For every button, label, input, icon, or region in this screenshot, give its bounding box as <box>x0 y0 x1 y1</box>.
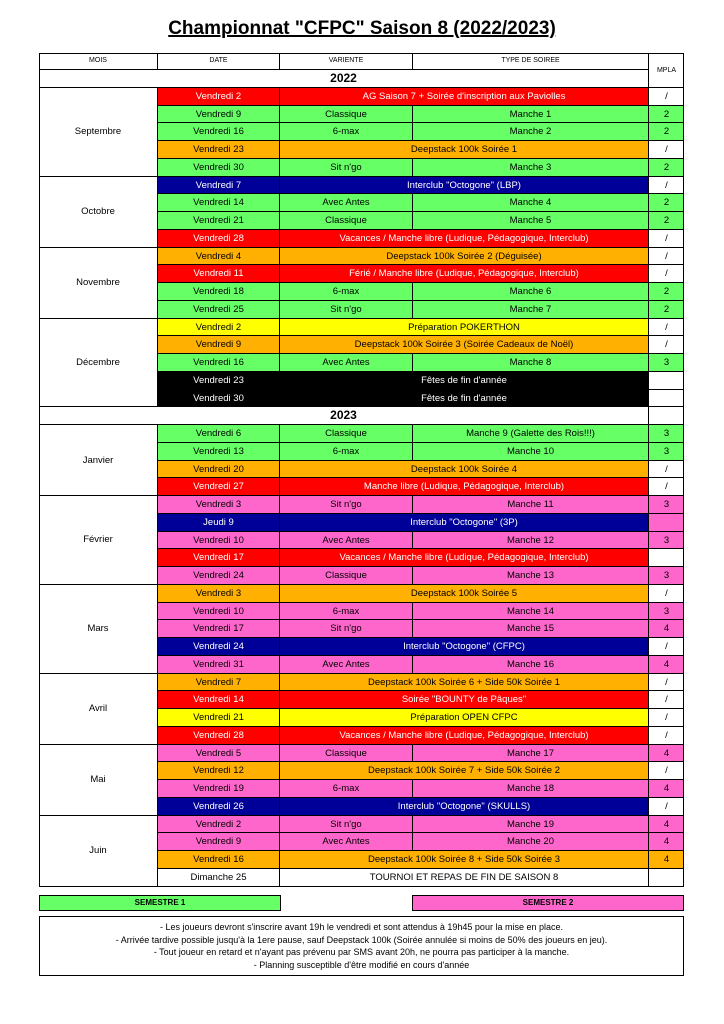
note-line: - Arrivée tardive possible jusqu'à la 1ere pause, sauf Deepstack 100k (Soirée annulée si moins de 50% des joueurs en jeu). <box>115 934 608 945</box>
type-cell: Manche 18 <box>413 780 649 798</box>
variante-cell: Avec Antes <box>280 194 413 212</box>
mpla-cell: / <box>649 88 684 106</box>
month-cell: Janvier <box>39 425 158 496</box>
mpla-cell: / <box>649 727 684 745</box>
mpla-cell: / <box>649 798 684 816</box>
semester-2-legend: SEMESTRE 2 <box>412 895 684 911</box>
month-cell: Juin <box>39 816 158 887</box>
event-cell: Deepstack 100k Soirée 5 <box>280 585 649 603</box>
type-cell: Manche 4 <box>413 194 649 212</box>
date-cell: Vendredi 16 <box>158 354 280 372</box>
mpla-cell: / <box>649 585 684 603</box>
date-cell: Vendredi 21 <box>158 212 280 230</box>
month-cell: Mars <box>39 585 158 674</box>
month-cell: Octobre <box>39 177 158 248</box>
date-cell: Dimanche 25 <box>158 869 280 887</box>
mpla-cell: / <box>649 265 684 283</box>
month-cell: Mai <box>39 745 158 816</box>
event-cell: Deepstack 100k Soirée 7 + Side 50k Soirée 2 <box>280 762 649 780</box>
event-cell: Interclub "Octogone" (CFPC) <box>280 638 649 656</box>
type-cell: Manche 15 <box>413 620 649 638</box>
type-cell: Manche 16 <box>413 656 649 674</box>
date-cell: Vendredi 16 <box>158 123 280 141</box>
mpla-cell: / <box>649 478 684 496</box>
mpla-cell: 3 <box>649 567 684 585</box>
month-cell: Septembre <box>39 88 158 177</box>
mpla-cell: / <box>649 248 684 266</box>
mpla-cell: 2 <box>649 123 684 141</box>
date-cell: Vendredi 7 <box>158 674 280 692</box>
header-mois: MOIS <box>39 53 158 70</box>
variante-cell: Classique <box>280 212 413 230</box>
date-cell: Vendredi 18 <box>158 283 280 301</box>
year-row <box>39 70 684 88</box>
type-cell: Manche 2 <box>413 123 649 141</box>
page-title: Championnat "CFPC" Saison 8 (2022/2023) <box>168 18 556 39</box>
mpla-cell: / <box>649 319 684 337</box>
event-cell: Préparation OPEN CFPC <box>280 709 649 727</box>
date-cell: Vendredi 2 <box>158 319 280 337</box>
table-header <box>39 53 684 70</box>
event-cell: Deepstack 100k Soirée 8 + Side 50k Soirée 3 <box>280 851 649 869</box>
header-variente: VARIENTE <box>280 53 413 70</box>
date-cell: Vendredi 30 <box>158 159 280 177</box>
year-row <box>39 407 684 425</box>
date-cell: Vendredi 14 <box>158 691 280 709</box>
date-cell: Vendredi 31 <box>158 656 280 674</box>
variante-cell: Sit n'go <box>280 301 413 319</box>
mpla-cell: 2 <box>649 301 684 319</box>
date-cell: Vendredi 27 <box>158 478 280 496</box>
header-date: DATE <box>158 53 280 70</box>
event-cell: Interclub "Octogone" (LBP) <box>280 177 649 195</box>
type-cell: Manche 19 <box>413 816 649 834</box>
date-cell: Vendredi 4 <box>158 248 280 266</box>
header-type: TYPE DE SOIREE <box>413 53 649 70</box>
date-cell: Jeudi 9 <box>158 514 280 532</box>
date-cell: Vendredi 9 <box>158 336 280 354</box>
variante-cell: Classique <box>280 567 413 585</box>
mpla-cell <box>649 869 684 887</box>
mpla-cell: / <box>649 674 684 692</box>
mpla-cell: 2 <box>649 106 684 124</box>
variante-cell: Sit n'go <box>280 816 413 834</box>
mpla-cell <box>649 390 684 408</box>
date-cell: Vendredi 2 <box>158 816 280 834</box>
variante-cell: 6-max <box>280 283 413 301</box>
date-cell: Vendredi 14 <box>158 194 280 212</box>
mpla-cell: / <box>649 461 684 479</box>
mpla-cell: / <box>649 177 684 195</box>
variante-cell: 6-max <box>280 603 413 621</box>
event-cell: Préparation POKERTHON <box>280 319 649 337</box>
type-cell: Manche 5 <box>413 212 649 230</box>
date-cell: Vendredi 9 <box>158 106 280 124</box>
month-cell: Décembre <box>39 319 158 408</box>
mpla-cell: 4 <box>649 620 684 638</box>
date-cell: Vendredi 17 <box>158 549 280 567</box>
mpla-cell: / <box>649 691 684 709</box>
mpla-cell: 4 <box>649 780 684 798</box>
variante-cell: Sit n'go <box>280 159 413 177</box>
event-cell: Interclub "Octogone" (SKULLS) <box>280 798 649 816</box>
event-cell: Férié / Manche libre (Ludique, Pédagogique, Interclub) <box>280 265 649 283</box>
date-cell: Vendredi 12 <box>158 762 280 780</box>
mpla-cell: 4 <box>649 656 684 674</box>
mpla-cell: 2 <box>649 194 684 212</box>
variante-cell: 6-max <box>280 780 413 798</box>
note-line: - Planning susceptible d'être modifié en cours d'année <box>253 959 470 970</box>
date-cell: Vendredi 3 <box>158 585 280 603</box>
mpla-cell: / <box>649 709 684 727</box>
mpla-cell <box>649 372 684 390</box>
variante-cell: 6-max <box>280 123 413 141</box>
date-cell: Vendredi 25 <box>158 301 280 319</box>
variante-cell: Avec Antes <box>280 833 413 851</box>
date-cell: Vendredi 5 <box>158 745 280 763</box>
date-cell: Vendredi 2 <box>158 88 280 106</box>
semester-1-legend: SEMESTRE 1 <box>39 895 281 911</box>
variante-cell: Classique <box>280 425 413 443</box>
mpla-cell: 3 <box>649 443 684 461</box>
type-cell: Manche 11 <box>413 496 649 514</box>
month-cell: Février <box>39 496 158 585</box>
variante-cell: Avec Antes <box>280 656 413 674</box>
date-cell: Vendredi 23 <box>158 141 280 159</box>
note-line: - Tout joueur en retard et n'ayant pas prévenu par SMS avant 20h, ne pourra pas participer à la manche. <box>153 947 570 957</box>
type-cell: Manche 9 (Galette des Rois!!!) <box>413 425 649 443</box>
year-label: 2022 <box>39 70 649 88</box>
mpla-cell: 2 <box>649 159 684 177</box>
event-cell: Deepstack 100k Soirée 3 (Soirée Cadeaux de Noël) <box>280 336 649 354</box>
mpla-cell: 3 <box>649 354 684 372</box>
mpla-cell: 2 <box>649 283 684 301</box>
variante-cell: Classique <box>280 745 413 763</box>
type-cell: Manche 14 <box>413 603 649 621</box>
date-cell: Vendredi 23 <box>158 372 280 390</box>
mpla-cell: / <box>649 336 684 354</box>
mpla-cell: 3 <box>649 532 684 550</box>
type-cell: Manche 6 <box>413 283 649 301</box>
mpla-cell: 4 <box>649 833 684 851</box>
date-cell: Vendredi 3 <box>158 496 280 514</box>
type-cell: Manche 8 <box>413 354 649 372</box>
type-cell: Manche 17 <box>413 745 649 763</box>
event-cell: Interclub "Octogone" (3P) <box>280 514 649 532</box>
event-cell: Deepstack 100k Soirée 6 + Side 50k Soirée 1 <box>280 674 649 692</box>
mpla-cell: 3 <box>649 603 684 621</box>
date-cell: Vendredi 19 <box>158 780 280 798</box>
event-cell: TOURNOI ET REPAS DE FIN DE SAISON 8 <box>280 869 649 887</box>
mpla-cell: 2 <box>649 212 684 230</box>
date-cell: Vendredi 10 <box>158 532 280 550</box>
mpla-cell: / <box>649 230 684 248</box>
variante-cell: Avec Antes <box>280 532 413 550</box>
variante-cell: Sit n'go <box>280 620 413 638</box>
mpla-cell: 4 <box>649 851 684 869</box>
mpla-cell: 3 <box>649 496 684 514</box>
event-cell: Vacances / Manche libre (Ludique, Pédagogique, Interclub) <box>280 727 649 745</box>
month-cell: Avril <box>39 674 158 745</box>
type-cell: Manche 12 <box>413 532 649 550</box>
event-cell: Vacances / Manche libre (Ludique, Pédagogique, Interclub) <box>280 230 649 248</box>
mpla-cell: 4 <box>649 745 684 763</box>
type-cell: Manche 10 <box>413 443 649 461</box>
mpla-cell <box>649 514 684 532</box>
date-cell: Vendredi 24 <box>158 638 280 656</box>
event-cell: Manche libre (Ludique, Pédagogique, Interclub) <box>280 478 649 496</box>
date-cell: Vendredi 11 <box>158 265 280 283</box>
note-line: - Les joueurs devront s'inscrire avant 19h le vendredi et sont attendus à 19h45 pour la mise en place. <box>160 922 563 932</box>
notes-box <box>39 916 684 976</box>
mpla-cell: / <box>649 638 684 656</box>
date-cell: Vendredi 24 <box>158 567 280 585</box>
mpla-cell <box>649 407 684 425</box>
date-cell: Vendredi 26 <box>158 798 280 816</box>
event-cell: Fêtes de fin d'année <box>280 372 649 390</box>
type-cell: Manche 20 <box>413 833 649 851</box>
year-label: 2023 <box>39 407 649 425</box>
type-cell: Manche 3 <box>413 159 649 177</box>
variante-cell: Avec Antes <box>280 354 413 372</box>
date-cell: Vendredi 13 <box>158 443 280 461</box>
header-mpla: MPLA <box>649 53 684 88</box>
event-cell: Fêtes de fin d'année <box>280 390 649 408</box>
type-cell: Manche 13 <box>413 567 649 585</box>
date-cell: Vendredi 9 <box>158 833 280 851</box>
mpla-cell: / <box>649 762 684 780</box>
date-cell: Vendredi 6 <box>158 425 280 443</box>
date-cell: Vendredi 7 <box>158 177 280 195</box>
date-cell: Vendredi 21 <box>158 709 280 727</box>
type-cell: Manche 7 <box>413 301 649 319</box>
event-cell: Deepstack 100k Soirée 1 <box>280 141 649 159</box>
mpla-cell: 4 <box>649 816 684 834</box>
date-cell: Vendredi 17 <box>158 620 280 638</box>
variante-cell: 6-max <box>280 443 413 461</box>
date-cell: Vendredi 10 <box>158 603 280 621</box>
event-cell: AG Saison 7 + Soirée d'inscription aux Paviolles <box>280 88 649 106</box>
event-cell: Soirée "BOUNTY de Pâques" <box>280 691 649 709</box>
event-cell: Deepstack 100k Soirée 4 <box>280 461 649 479</box>
date-cell: Vendredi 28 <box>158 230 280 248</box>
date-cell: Vendredi 16 <box>158 851 280 869</box>
event-cell: Deepstack 100k Soirée 2 (Déguisée) <box>280 248 649 266</box>
date-cell: Vendredi 30 <box>158 390 280 408</box>
variante-cell: Sit n'go <box>280 496 413 514</box>
mpla-cell: / <box>649 141 684 159</box>
type-cell: Manche 1 <box>413 106 649 124</box>
mpla-cell <box>649 549 684 567</box>
month-cell: Novembre <box>39 248 158 319</box>
date-cell: Vendredi 20 <box>158 461 280 479</box>
mpla-cell: 3 <box>649 425 684 443</box>
date-cell: Vendredi 28 <box>158 727 280 745</box>
variante-cell: Classique <box>280 106 413 124</box>
event-cell: Vacances / Manche libre (Ludique, Pédagogique, Interclub) <box>280 549 649 567</box>
